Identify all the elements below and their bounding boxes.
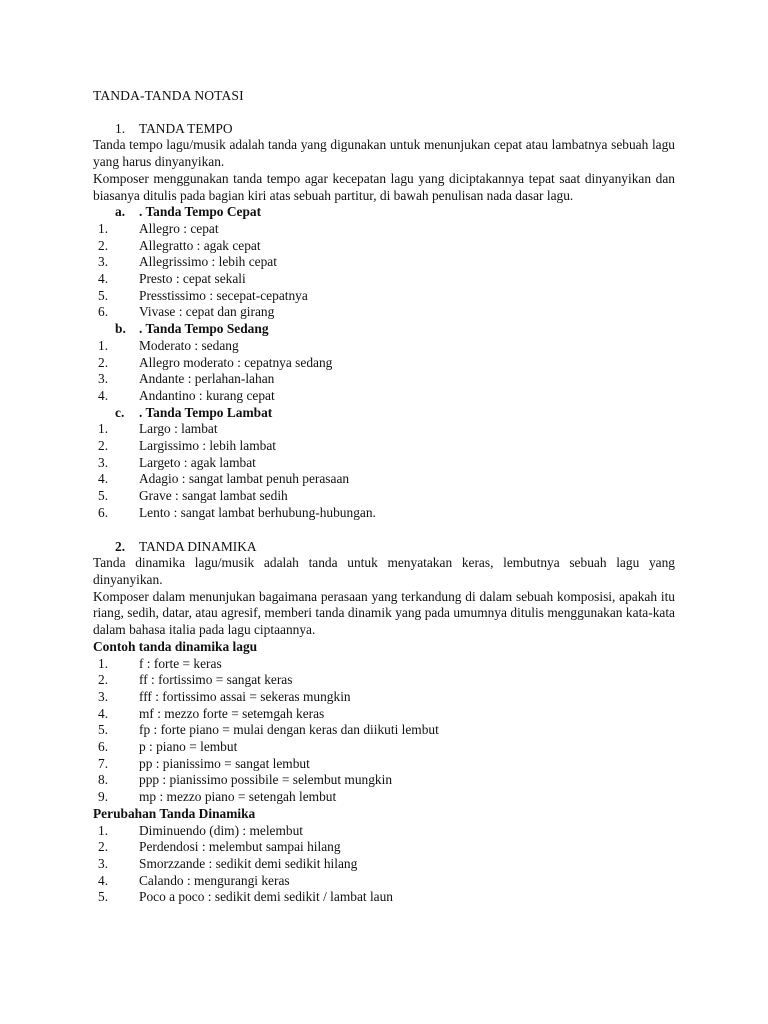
list-item bbox=[93, 288, 675, 305]
list-item bbox=[93, 221, 675, 238]
list-item-number: 1. bbox=[98, 220, 109, 236]
section-number: 1. bbox=[115, 120, 126, 136]
list-tempo-lambat bbox=[93, 421, 675, 521]
list-item-number: 3. bbox=[98, 454, 109, 470]
subheading-letter: c. bbox=[115, 404, 125, 420]
list-item-number: 4. bbox=[98, 271, 109, 287]
list-item-number: 6. bbox=[98, 304, 109, 320]
paragraph: Komposer dalam menunjukan bagaimana perasaan yang terkandung di dalam sebuah komposisi, apakah itu riang, sedih, datar, atau agresif, memberi tanda dinamik yang pada umumnya ditulis menggunakan kata-kata dalam bahasa italia pada lagu ciptaannya. bbox=[93, 588, 675, 638]
list-item bbox=[93, 672, 675, 689]
list-item bbox=[93, 706, 675, 723]
subheading-letter: b. bbox=[115, 321, 126, 337]
list-item-text: fp : forte piano = mulai dengan keras dan diikuti lembut bbox=[139, 722, 439, 738]
list-item-number: 7. bbox=[98, 755, 109, 771]
list-item-number: 1. bbox=[98, 421, 109, 437]
list-item-text: Allegratto : agak cepat bbox=[139, 237, 261, 253]
list-item-text: Perdendosi : melembut sampai hilang bbox=[139, 839, 341, 855]
list-item bbox=[93, 656, 675, 673]
list-item-text: Andantino : kurang cepat bbox=[139, 387, 275, 403]
list-item-text: ppp : pianissimo possibile = selembut mungkin bbox=[139, 772, 393, 788]
list-item-number: 5. bbox=[98, 889, 109, 905]
list-item bbox=[93, 739, 675, 756]
list-contoh-dinamika bbox=[93, 656, 675, 806]
paragraph: Tanda tempo lagu/musik adalah tanda yang digunakan untuk menunjukan cepat atau lambatnya sebuah lagu yang harus dinyanyikan. bbox=[93, 137, 675, 170]
list-item-number: 4. bbox=[98, 471, 109, 487]
list-item-text: Vivase : cepat dan girang bbox=[139, 304, 275, 320]
list-item-number: 1. bbox=[98, 655, 109, 671]
list-item-text: Diminuendo (dim) : melembut bbox=[139, 822, 304, 838]
section-heading-dinamika bbox=[93, 539, 675, 556]
list-item-number: 2. bbox=[98, 237, 109, 253]
section-title: TANDA DINAMIKA bbox=[139, 538, 257, 554]
page-title: TANDA-TANDA NOTASI bbox=[93, 88, 244, 103]
subheading-tempo-sedang bbox=[93, 321, 675, 338]
list-item-text: Adagio : sangat lambat penuh perasaan bbox=[139, 471, 350, 487]
list-item bbox=[93, 689, 675, 706]
list-item-number: 2. bbox=[98, 354, 109, 370]
list-item-number: 2. bbox=[98, 438, 109, 454]
list-item bbox=[93, 304, 675, 321]
list-item bbox=[93, 856, 675, 873]
list-item bbox=[93, 421, 675, 438]
subheading-tempo-lambat bbox=[93, 405, 675, 422]
list-item-text: Presto : cepat sekali bbox=[139, 271, 246, 287]
list-item-number: 3. bbox=[98, 855, 109, 871]
list-perubahan-dinamika bbox=[93, 823, 675, 907]
section-number: 2. bbox=[115, 538, 126, 554]
list-item-text: ff : fortissimo = sangat keras bbox=[139, 672, 293, 688]
list-item-number: 6. bbox=[98, 504, 109, 520]
document-body bbox=[93, 88, 675, 906]
list-item-text: fff : fortissimo assai = sekeras mungkin bbox=[139, 688, 351, 704]
list-item bbox=[93, 505, 675, 522]
subheading-contoh-dinamika: Contoh tanda dinamika lagu bbox=[93, 638, 258, 654]
section-heading-tempo bbox=[93, 121, 675, 138]
list-item-text: Smorzzande : sedikit demi sedikit hilang bbox=[139, 855, 358, 871]
list-item-number: 9. bbox=[98, 789, 109, 805]
paragraph: Komposer menggunakan tanda tempo agar kecepatan lagu yang diciptakannya tepat saat dinyanyikan dan biasanya ditulis pada bagian kiri atas sebuah partitur, di bawah penulisan nada dasar lagu. bbox=[93, 170, 675, 203]
list-item bbox=[93, 371, 675, 388]
list-item-number: 1. bbox=[98, 822, 109, 838]
list-item bbox=[93, 772, 675, 789]
list-item bbox=[93, 789, 675, 806]
subheading-label: . Tanda Tempo Sedang bbox=[139, 321, 269, 337]
list-item bbox=[93, 873, 675, 890]
list-item-number: 5. bbox=[98, 722, 109, 738]
list-item bbox=[93, 338, 675, 355]
list-item-text: p : piano = lembut bbox=[139, 739, 238, 755]
list-item-number: 3. bbox=[98, 688, 109, 704]
section-spacer bbox=[93, 522, 675, 539]
subheading-label: . Tanda Tempo Lambat bbox=[139, 404, 273, 420]
list-item bbox=[93, 889, 675, 906]
list-item-number: 8. bbox=[98, 772, 109, 788]
list-item bbox=[93, 455, 675, 472]
subheading-letter: a. bbox=[115, 204, 126, 220]
list-item-text: Calando : mengurangi keras bbox=[139, 872, 290, 888]
list-item-number: 3. bbox=[98, 371, 109, 387]
list-item-text: Allegro : cepat bbox=[139, 220, 219, 236]
paragraph: Tanda dinamika lagu/musik adalah tanda untuk menyatakan keras, lembutnya sebuah lagu yang dinyanyikan. bbox=[93, 555, 675, 587]
subheading-tempo-cepat bbox=[93, 204, 675, 221]
list-tempo-cepat bbox=[93, 221, 675, 321]
list-item bbox=[93, 238, 675, 255]
list-item bbox=[93, 823, 675, 840]
list-item-text: pp : pianissimo = sangat lembut bbox=[139, 755, 310, 771]
list-item-text: Andante : perlahan-lahan bbox=[139, 371, 275, 387]
list-item bbox=[93, 471, 675, 488]
list-item-number: 1. bbox=[98, 337, 109, 353]
list-item-text: Allegrissimo : lebih cepat bbox=[139, 254, 277, 270]
list-item-text: Largissimo : lebih lambat bbox=[139, 438, 276, 454]
list-item-number: 2. bbox=[98, 839, 109, 855]
list-item-text: Largo : lambat bbox=[139, 421, 218, 437]
list-item bbox=[93, 839, 675, 856]
list-tempo-sedang bbox=[93, 338, 675, 405]
list-item-text: Presstissimo : secepat-cepatnya bbox=[139, 287, 308, 303]
list-item-number: 6. bbox=[98, 739, 109, 755]
list-item-number: 4. bbox=[98, 872, 109, 888]
list-item bbox=[93, 388, 675, 405]
list-item-number: 5. bbox=[98, 488, 109, 504]
list-item bbox=[93, 254, 675, 271]
list-item-number: 5. bbox=[98, 287, 109, 303]
list-item-text: Allegro moderato : cepatnya sedang bbox=[139, 354, 333, 370]
subheading-label: . Tanda Tempo Cepat bbox=[139, 204, 262, 220]
list-item bbox=[93, 271, 675, 288]
list-item bbox=[93, 756, 675, 773]
list-item bbox=[93, 488, 675, 505]
list-item-number: 2. bbox=[98, 672, 109, 688]
list-item-text: Grave : sangat lambat sedih bbox=[139, 488, 288, 504]
list-item-text: Largeto : agak lambat bbox=[139, 454, 256, 470]
list-item-number: 4. bbox=[98, 705, 109, 721]
list-item-text: f : forte = keras bbox=[139, 655, 222, 671]
list-item-number: 4. bbox=[98, 387, 109, 403]
list-item bbox=[93, 438, 675, 455]
list-item-text: mf : mezzo forte = setemgah keras bbox=[139, 705, 325, 721]
section-title: TANDA TEMPO bbox=[139, 120, 233, 136]
list-item-number: 3. bbox=[98, 254, 109, 270]
list-item-text: Moderato : sedang bbox=[139, 337, 239, 353]
list-item bbox=[93, 722, 675, 739]
list-item bbox=[93, 355, 675, 372]
subheading-perubahan-dinamika: Perubahan Tanda Dinamika bbox=[93, 805, 256, 821]
list-item-text: Lento : sangat lambat berhubung-hubungan. bbox=[139, 504, 376, 520]
list-item-text: Poco a poco : sedikit demi sedikit / lambat laun bbox=[139, 889, 394, 905]
list-item-text: mp : mezzo piano = setengah lembut bbox=[139, 789, 337, 805]
